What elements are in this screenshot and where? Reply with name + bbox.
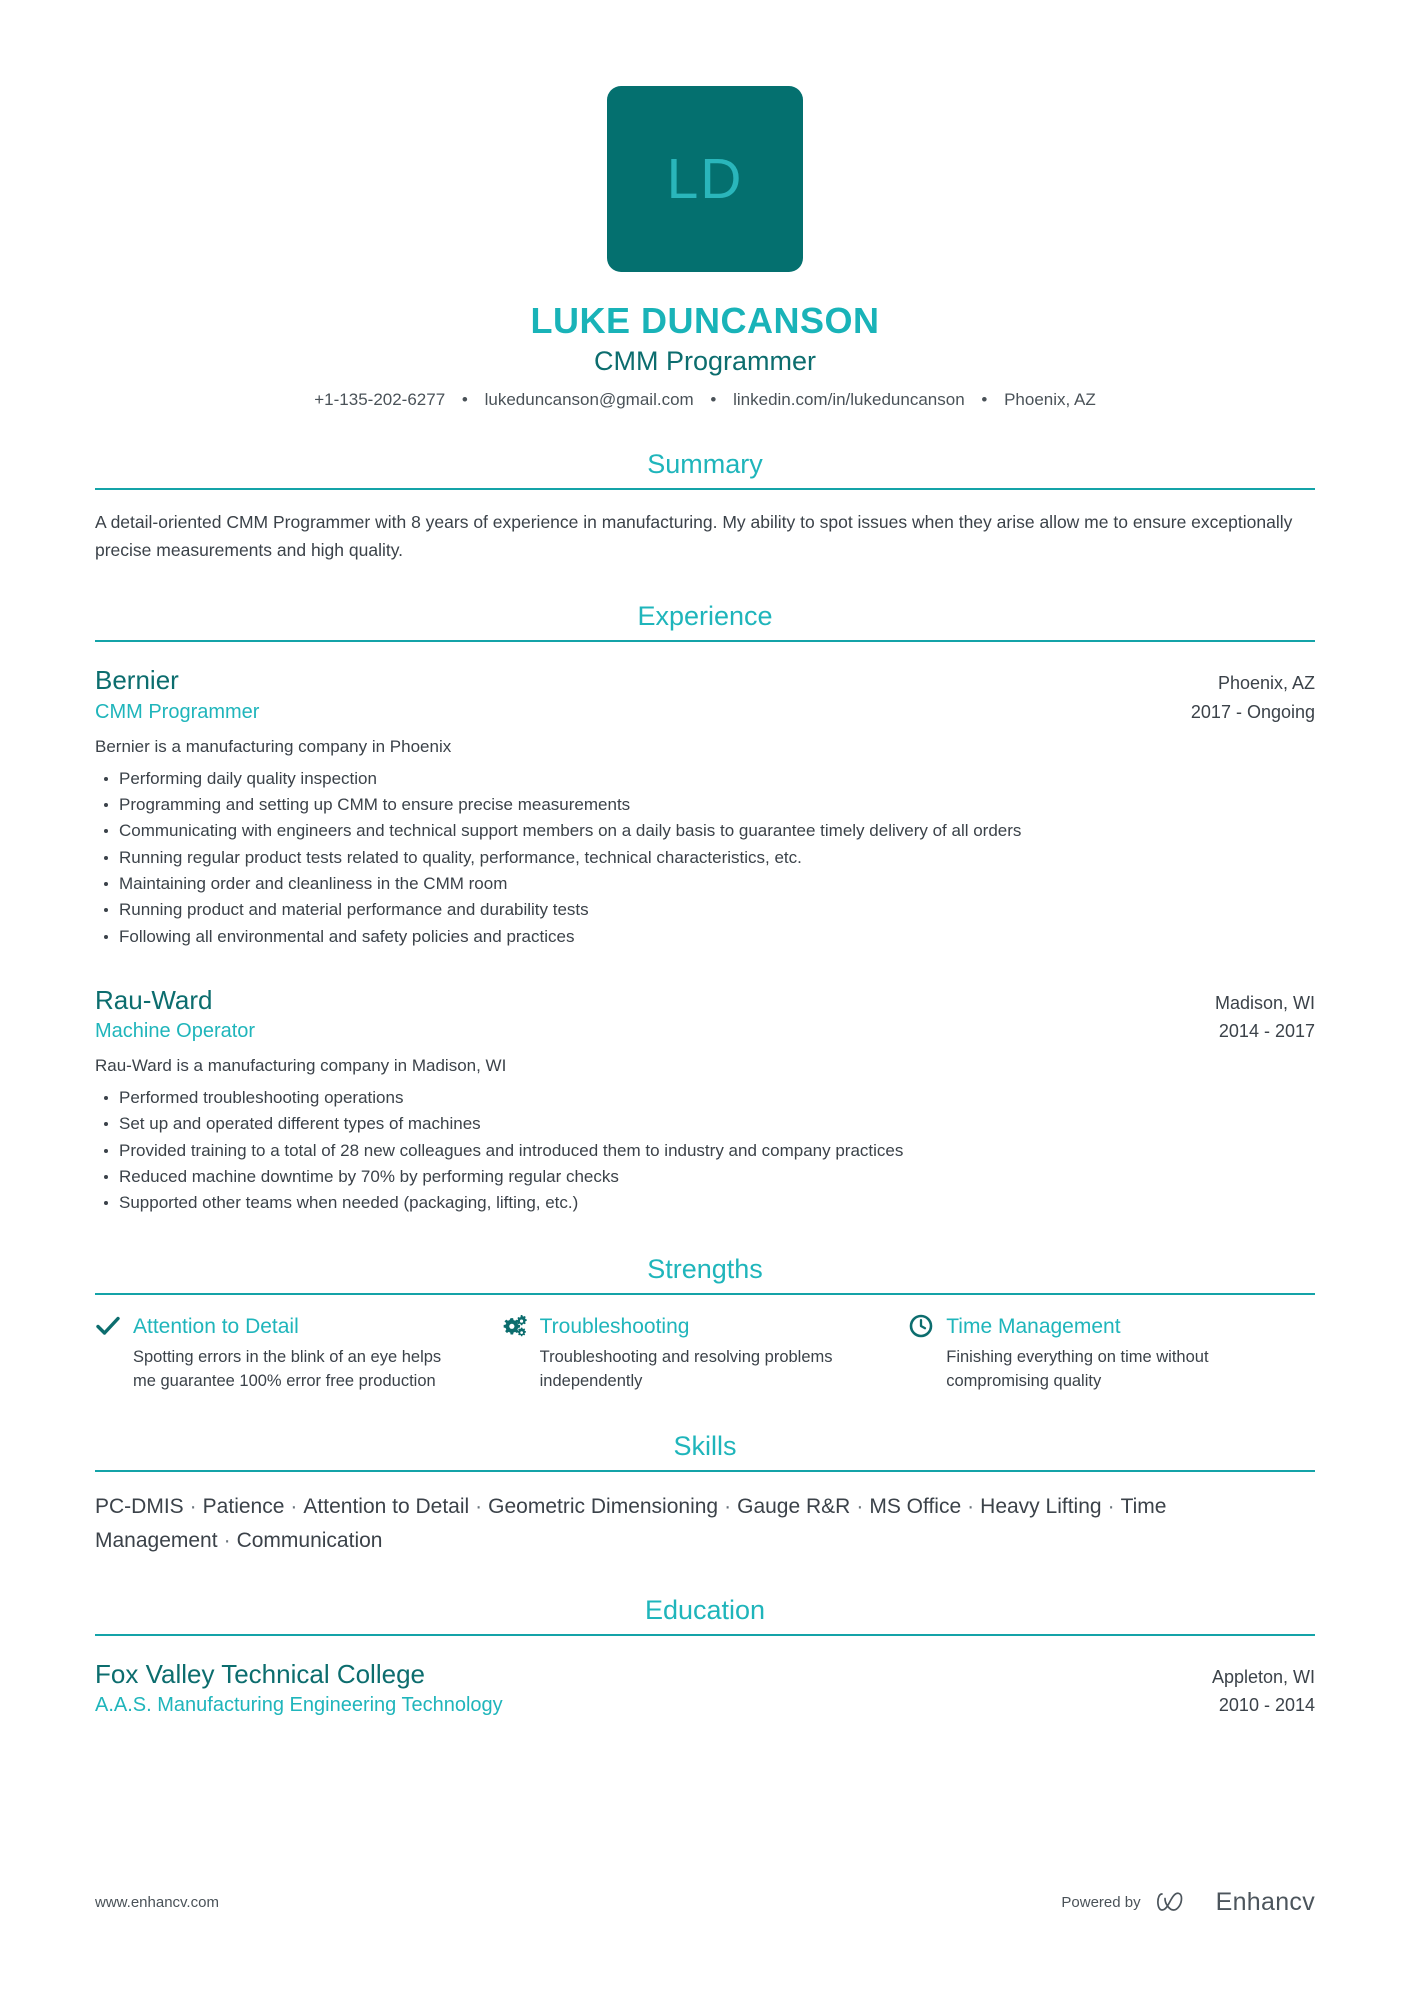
- experience-location: Phoenix, AZ: [1217, 673, 1315, 694]
- strength-name: Attention to Detail: [133, 1314, 299, 1338]
- strength-item: [908, 1313, 1315, 1394]
- section-title-summary: Summary: [647, 448, 763, 479]
- education-dates: 2010 - 2014: [1218, 1695, 1315, 1716]
- skill-item: PC-DMIS: [95, 1495, 184, 1519]
- experience-location: Madison, WI: [1214, 992, 1315, 1013]
- powered-by-label: Powered by: [1061, 1893, 1141, 1911]
- experience-bullet-list: [95, 766, 1315, 950]
- experience-dates: 2017 - Ongoing: [1190, 701, 1315, 722]
- experience-organization: Bernier: [95, 665, 179, 696]
- strength-name: Troubleshooting: [539, 1314, 690, 1338]
- section-title-education: Education: [644, 1594, 766, 1625]
- avatar-initials: LD: [666, 146, 744, 211]
- strengths-grid: [95, 1313, 1315, 1394]
- contact-line: [95, 388, 1315, 412]
- clock-icon: [908, 1313, 934, 1339]
- skill-item: Heavy Lifting: [980, 1495, 1102, 1519]
- education-organization: Fox Valley Technical College: [95, 1658, 425, 1689]
- section-experience: [95, 600, 1315, 1217]
- experience-role: Machine Operator: [95, 1020, 256, 1043]
- skill-separator: ·: [967, 1495, 975, 1519]
- list-item: Performing daily quality inspection: [95, 766, 1315, 792]
- contact-location: Phoenix, AZ: [1004, 389, 1096, 409]
- skill-item: Attention to Detail: [303, 1495, 470, 1519]
- skill-separator: ·: [475, 1495, 483, 1519]
- experience-bullet-list: [95, 1085, 1315, 1217]
- section-title-skills: Skills: [673, 1431, 737, 1461]
- list-item: Supported other teams when needed (packaging, lifting, etc.): [95, 1190, 1315, 1216]
- job-title: CMM Programmer: [593, 346, 816, 377]
- skill-separator: ·: [223, 1528, 231, 1552]
- section-title-strengths: Strengths: [647, 1253, 763, 1284]
- list-item: Set up and operated different types of machines: [95, 1111, 1315, 1137]
- experience-dates: 2014 - 2017: [1218, 1021, 1315, 1042]
- contact-linkedin[interactable]: linkedin.com/in/lukeduncanson: [733, 389, 965, 409]
- list-item: Communicating with engineers and technical support members on a daily basis to guarantee timely delivery of all orders: [95, 818, 1315, 844]
- experience-entry: [95, 984, 1315, 1217]
- list-item: Following all environmental and safety policies and practices: [95, 924, 1315, 950]
- experience-entry: [95, 664, 1315, 950]
- list-item: Performed troubleshooting operations: [95, 1085, 1315, 1111]
- footer-url[interactable]: www.enhancv.com: [95, 1893, 219, 1911]
- strength-item: [502, 1313, 909, 1394]
- strength-description: Troubleshooting and resolving problems independently: [539, 1348, 833, 1391]
- skill-separator: ·: [856, 1495, 864, 1519]
- skill-item: MS Office: [869, 1495, 962, 1519]
- skill-item: Gauge R&R: [737, 1495, 851, 1519]
- skills-list: [95, 1490, 1315, 1557]
- page-title: LUKE DUNCANSON: [530, 300, 880, 341]
- section-education: [95, 1594, 1315, 1719]
- page-footer: [95, 1887, 1315, 1917]
- strength-description: Spotting errors in the blink of an eye helps me guarantee 100% error free production: [133, 1348, 442, 1391]
- enhancv-mark-icon: [1155, 1887, 1207, 1917]
- section-title-experience: Experience: [637, 600, 773, 631]
- enhancv-logo: [1155, 1887, 1315, 1917]
- avatar: [607, 86, 803, 272]
- experience-organization: Rau-Ward: [95, 984, 213, 1015]
- summary-text: A detail-oriented CMM Programmer with 8 years of experience in manufacturing. My ability to spot issues when they arise allow me to ensure exceptionally precise measurements and high quality.: [95, 511, 1293, 560]
- contact-email[interactable]: lukeduncanson@gmail.com: [484, 389, 694, 409]
- list-item: Running product and material performance and durability tests: [95, 897, 1315, 923]
- education-location: Appleton, WI: [1211, 1666, 1315, 1687]
- experience-description: Rau-Ward is a manufacturing company in Madison, WI: [95, 1056, 507, 1076]
- section-skills: [95, 1430, 1315, 1558]
- contact-phone: +1-135-202-6277: [314, 389, 446, 409]
- skill-separator: ·: [724, 1495, 732, 1519]
- brand-name: Enhancv: [1215, 1887, 1315, 1916]
- contact-separator: •: [461, 389, 468, 409]
- strength-description: Finishing everything on time without compromising quality: [946, 1348, 1209, 1391]
- experience-role: CMM Programmer: [95, 700, 260, 723]
- skill-item: Communication: [236, 1528, 383, 1552]
- skill-separator: ·: [189, 1495, 197, 1519]
- experience-description: Bernier is a manufacturing company in Phoenix: [95, 736, 452, 756]
- list-item: Provided training to a total of 28 new colleagues and introduced them to industry and company practices: [95, 1138, 1315, 1164]
- cogs-icon: [502, 1313, 528, 1339]
- skill-separator: ·: [290, 1495, 298, 1519]
- education-degree: A.A.S. Manufacturing Engineering Technology: [95, 1694, 503, 1717]
- skill-separator: ·: [1107, 1495, 1115, 1519]
- skill-item: Geometric Dimensioning: [488, 1495, 719, 1519]
- resume-header: [95, 0, 1315, 412]
- check-icon: [95, 1313, 121, 1339]
- section-strengths: [95, 1253, 1315, 1394]
- education-entry: [95, 1658, 1315, 1719]
- strength-item: [95, 1313, 502, 1394]
- section-summary: [95, 448, 1315, 564]
- list-item: Reduced machine downtime by 70% by performing regular checks: [95, 1164, 1315, 1190]
- skill-item: Patience: [202, 1495, 285, 1519]
- list-item: Running regular product tests related to quality, performance, technical characteristics, etc.: [95, 845, 1315, 871]
- list-item: Programming and setting up CMM to ensure precise measurements: [95, 792, 1315, 818]
- skill-item: Time Management: [95, 1495, 1167, 1552]
- strength-name: Time Management: [946, 1314, 1121, 1338]
- list-item: Maintaining order and cleanliness in the CMM room: [95, 871, 1315, 897]
- contact-separator: •: [710, 389, 717, 409]
- contact-separator: •: [981, 389, 988, 409]
